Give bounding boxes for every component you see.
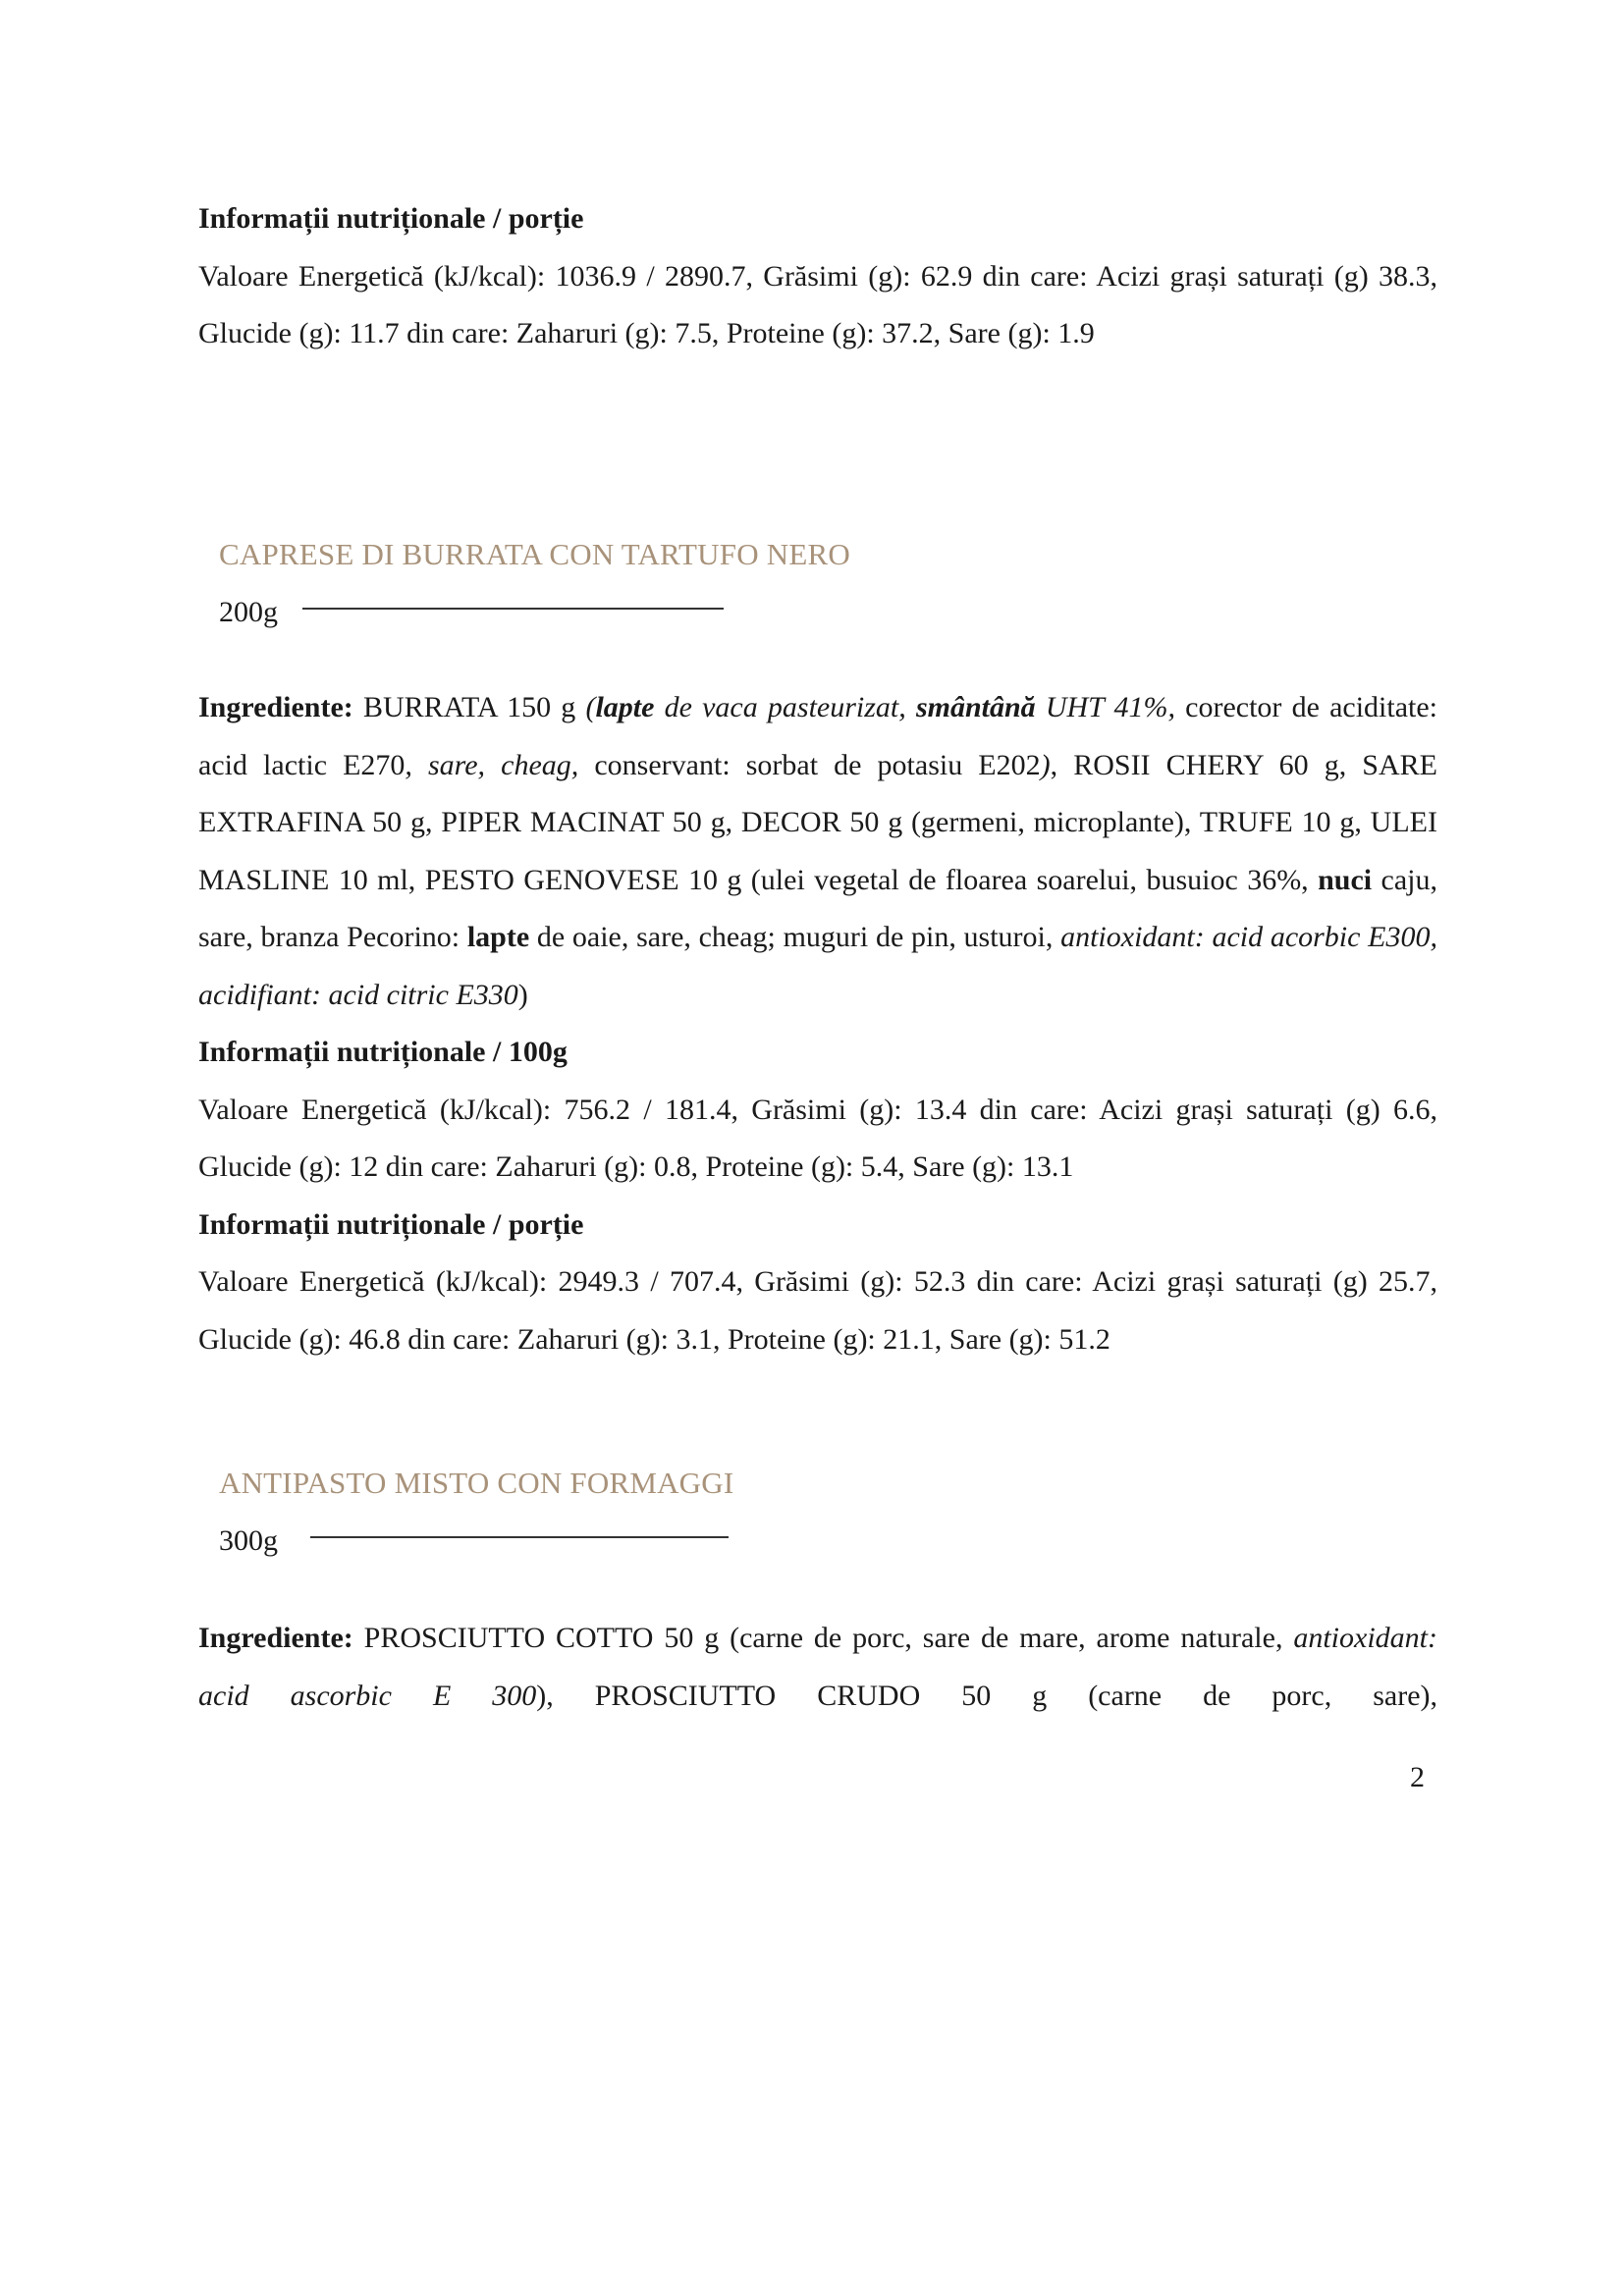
ingredients-paragraph [198, 1610, 1437, 1725]
ingredient-text: ), PROSCIUTTO CRUDO 50 g (carne de porc, sare), [536, 1679, 1437, 1712]
nutrition-100g-text: Valoare Energetică (kJ/kcal): 756.2 / 181.4, Grăsimi (g): 13.4 din care: Acizi grași saturați (g) 6.6, Glucide (g): 12 din care: Zaharuri (g): 0.8, Proteine (g): 5.4, Sare (g): 13.1 [198, 1093, 1437, 1183]
previous-dish-nutrition [198, 190, 1437, 363]
ingredient-text: corector de aciditate: acid lactic E270 [198, 691, 1438, 781]
allergen-text: lapte [595, 691, 655, 723]
allergen-text: smântână [915, 691, 1036, 723]
allergen-text: nuci [1318, 863, 1373, 896]
ingredient-text: , sare, cheag, [405, 748, 579, 781]
ingredients-label: Ingrediente: [198, 691, 353, 723]
dish1-details [198, 679, 1437, 1368]
nutrition-portion-text: Valoare Energetică (kJ/kcal): 1036.9 / 2890.7, Grăsimi (g): 62.9 din care: Acizi grași saturați (g) 38.3, Glucide (g): 11.7 din care: Zaharuri (g): 7.5, Proteine (g): 37.2, Sare (g): 1.9 [198, 259, 1437, 349]
dish-title-caprese: CAPRESE DI BURRATA CON TARTUFO NERO [219, 537, 850, 571]
ingredient-text: BURRATA 150 g [352, 691, 586, 723]
ingredient-text: caju, sare, branza Pecorino: [198, 863, 1437, 953]
ingredient-text: antioxidant: acid ascorbic E 300 [198, 1622, 1437, 1712]
ingredients-label: Ingrediente: [198, 1622, 353, 1654]
dish2-details [198, 1610, 1437, 1725]
page-number: 2 [1410, 1761, 1425, 1793]
dish-weight: 300g [219, 1524, 278, 1557]
ingredient-text: , ROSII CHERY 60 g, SARE EXTRAFINA 50 g, PIPER MACINAT 50 g, DECOR 50 g (germeni, microplante), TRUFE 10 g, ULEI MASLINE 10 ml, PESTO GENOVESE 10 g (ulei vegetal de floarea soarelui, busuioc 36%, [198, 748, 1437, 896]
ingredient-text: antioxidant: acid acorbic E300, acidifiant: acid citric E330 [198, 921, 1437, 1011]
ingredient-text: ) [1040, 748, 1051, 781]
ingredient-text: UHT 41%, [1035, 691, 1175, 723]
allergen-text: lapte [466, 921, 530, 953]
dish-weight: 200g [219, 596, 278, 628]
dish-title-antipasto: ANTIPASTO MISTO CON FORMAGGI [219, 1466, 734, 1500]
ingredient-text: de vaca pasteurizat, [654, 691, 916, 723]
ingredients-paragraph [198, 679, 1437, 1024]
ingredient-text: ) [517, 978, 528, 1011]
nutrition-portion-heading: Informații nutriționale / porție [198, 202, 584, 235]
ingredient-text: ( [585, 691, 596, 723]
nutrition-portion-heading: Informații nutriționale / porție [198, 1207, 584, 1241]
weight-underline [302, 608, 724, 610]
ingredient-text: PROSCIUTTO COTTO 50 g (carne de porc, sare de mare, arome naturale, [352, 1622, 1294, 1654]
nutrition-portion-text: Valoare Energetică (kJ/kcal): 2949.3 / 707.4, Grăsimi (g): 52.3 din care: Acizi grași saturați (g) 25.7, Glucide (g): 46.8 din care: Zaharuri (g): 3.1, Proteine (g): 21.1, Sare (g): 51.2 [198, 1265, 1437, 1356]
ingredient-text: de oaie, sare, cheag; muguri de pin, usturoi, [529, 921, 1061, 953]
weight-underline [310, 1536, 729, 1538]
ingredient-text: conservant: sorbat de potasiu E202 [578, 748, 1041, 781]
nutrition-100g-heading: Informații nutriționale / 100g [198, 1036, 568, 1068]
